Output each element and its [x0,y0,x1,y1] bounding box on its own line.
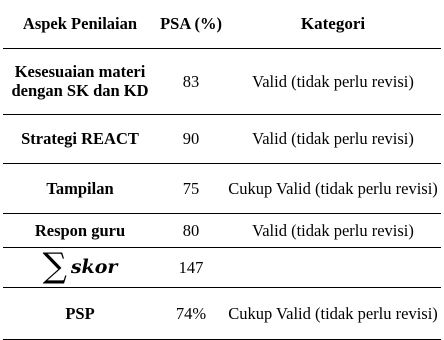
table-row [3,48,441,114]
table-row [3,114,441,163]
psp-value: 74% [157,287,225,339]
sum-expression [42,246,118,286]
row-aspek: Tampilan [3,163,157,213]
psp-kategori: Cukup Valid (tidak perlu revisi) [225,287,441,339]
sigma-symbol: ∑ [42,246,67,286]
row-kategori: Cukup Valid (tidak perlu revisi) [225,163,441,213]
row-kategori: Valid (tidak perlu revisi) [225,213,441,247]
header-kategori: Kategori [225,0,441,48]
assessment-table [3,0,441,340]
header-aspek: Aspek Penilaian [3,0,157,48]
table-row [3,163,441,213]
sum-kategori [225,247,441,287]
sum-value: 147 [157,247,225,287]
sum-label-cell [3,247,157,287]
sum-label: skor [70,255,118,278]
psp-row [3,287,441,339]
row-aspek: Strategi REACT [3,114,157,163]
row-psa: 90 [157,114,225,163]
table-header-row [3,0,441,48]
table-row [3,213,441,247]
header-psa: PSA (%) [157,0,225,48]
psp-label: PSP [3,287,157,339]
row-aspek: Kesesuaian materi dengan SK dan KD [3,48,157,114]
row-kategori: Valid (tidak perlu revisi) [225,48,441,114]
row-aspek: Respon guru [3,213,157,247]
row-psa: 80 [157,213,225,247]
row-kategori: Valid (tidak perlu revisi) [225,114,441,163]
row-psa: 75 [157,163,225,213]
row-psa: 83 [157,48,225,114]
sum-row [3,247,441,287]
